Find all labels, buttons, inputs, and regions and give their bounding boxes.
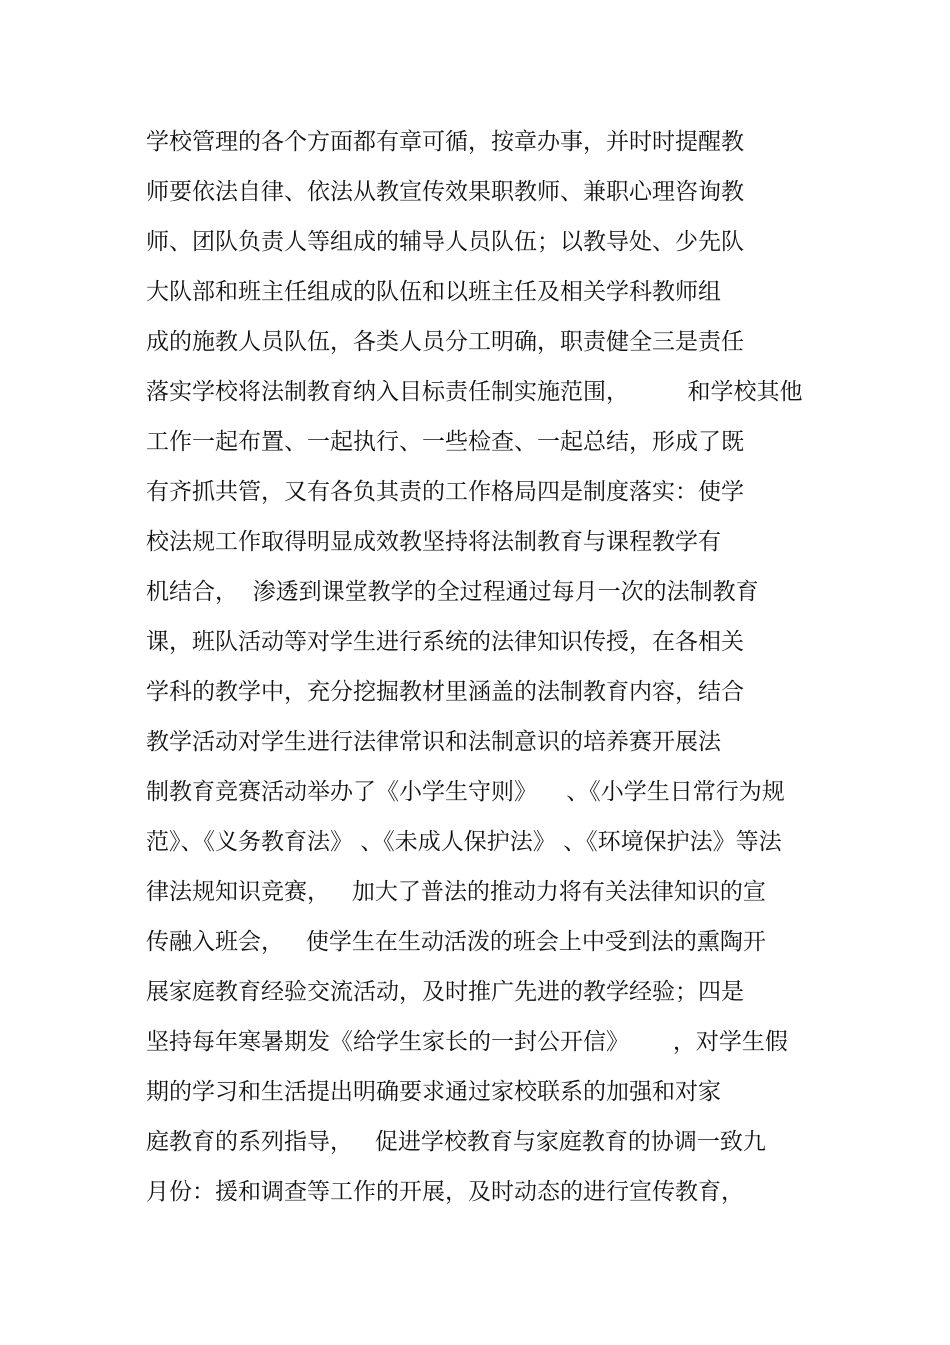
text-line-9: 校法规工作取得明显成效教坚持将法制教育与课程教学有 [146,529,721,555]
text-line-12: 学科的教学中，充分挖掘教材里涵盖的法制教育内容，结合 [146,679,744,705]
text-line-2: 师要依法自律、依法从教宣传效果职教师、兼职心理咨询教 [146,179,744,205]
text-line-15: 范》、《义务教育法》 、《未成人保护法》 、《环境保护法》等法 [146,829,782,855]
text-line-18: 展家庭教育经验交流活动，及时推广先进的教学经验；四是 [146,979,744,1005]
text-line-7: 工作一起布置、一起执行、一些检查、一起总结，形成了既 [146,429,744,455]
text-line-11: 课，班队活动等对学生进行系统的法律知识传授，在各相关 [146,629,744,655]
text-line-1: 学校管理的各个方面都有章可循，按章办事，并时时提醒教 [146,129,744,155]
text-line-21: 庭教育的系列指导， 促进学校教育与家庭教育的协调一致九 [146,1129,766,1155]
text-line-20: 期的学习和生活提出明确要求通过家校联系的加强和对家 [146,1079,721,1105]
text-line-4: 大队部和班主任组成的队伍和以班主任及相关学科教师组 [146,279,721,305]
text-line-16: 律法规知识竞赛， 加大了普法的推动力将有关法律知识的宣 [146,879,766,905]
text-line-14: 制教育竞赛活动举办了《小学生守则》 、《小学生日常行为规 [146,779,785,805]
text-line-3: 师、团队负责人等组成的辅导人员队伍；以教导处、少先队 [146,229,744,255]
text-line-19: 坚持每年寒暑期发《给学生家长的一封公开信》 ，对学生假 [146,1029,788,1055]
text-line-6: 落实学校将法制教育纳入目标责任制实施范围， 和学校其他 [146,379,803,405]
text-line-10: 机结合， 渗透到课堂教学的全过程通过每月一次的法制教育 [146,579,759,605]
text-line-17: 传融入班会， 使学生在生动活泼的班会上中受到法的熏陶开 [146,929,766,955]
text-line-5: 成的施教人员队伍，各类人员分工明确，职责健全三是责任 [146,329,744,355]
text-line-13: 教学活动对学生进行法律常识和法制意识的培养赛开展法 [146,729,721,755]
text-line-22: 月份：援和调查等工作的开展，及时动态的进行宣传教育， [146,1179,744,1205]
text-line-8: 有齐抓共管，又有各负其责的工作格局四是制度落实：使学 [146,479,744,505]
